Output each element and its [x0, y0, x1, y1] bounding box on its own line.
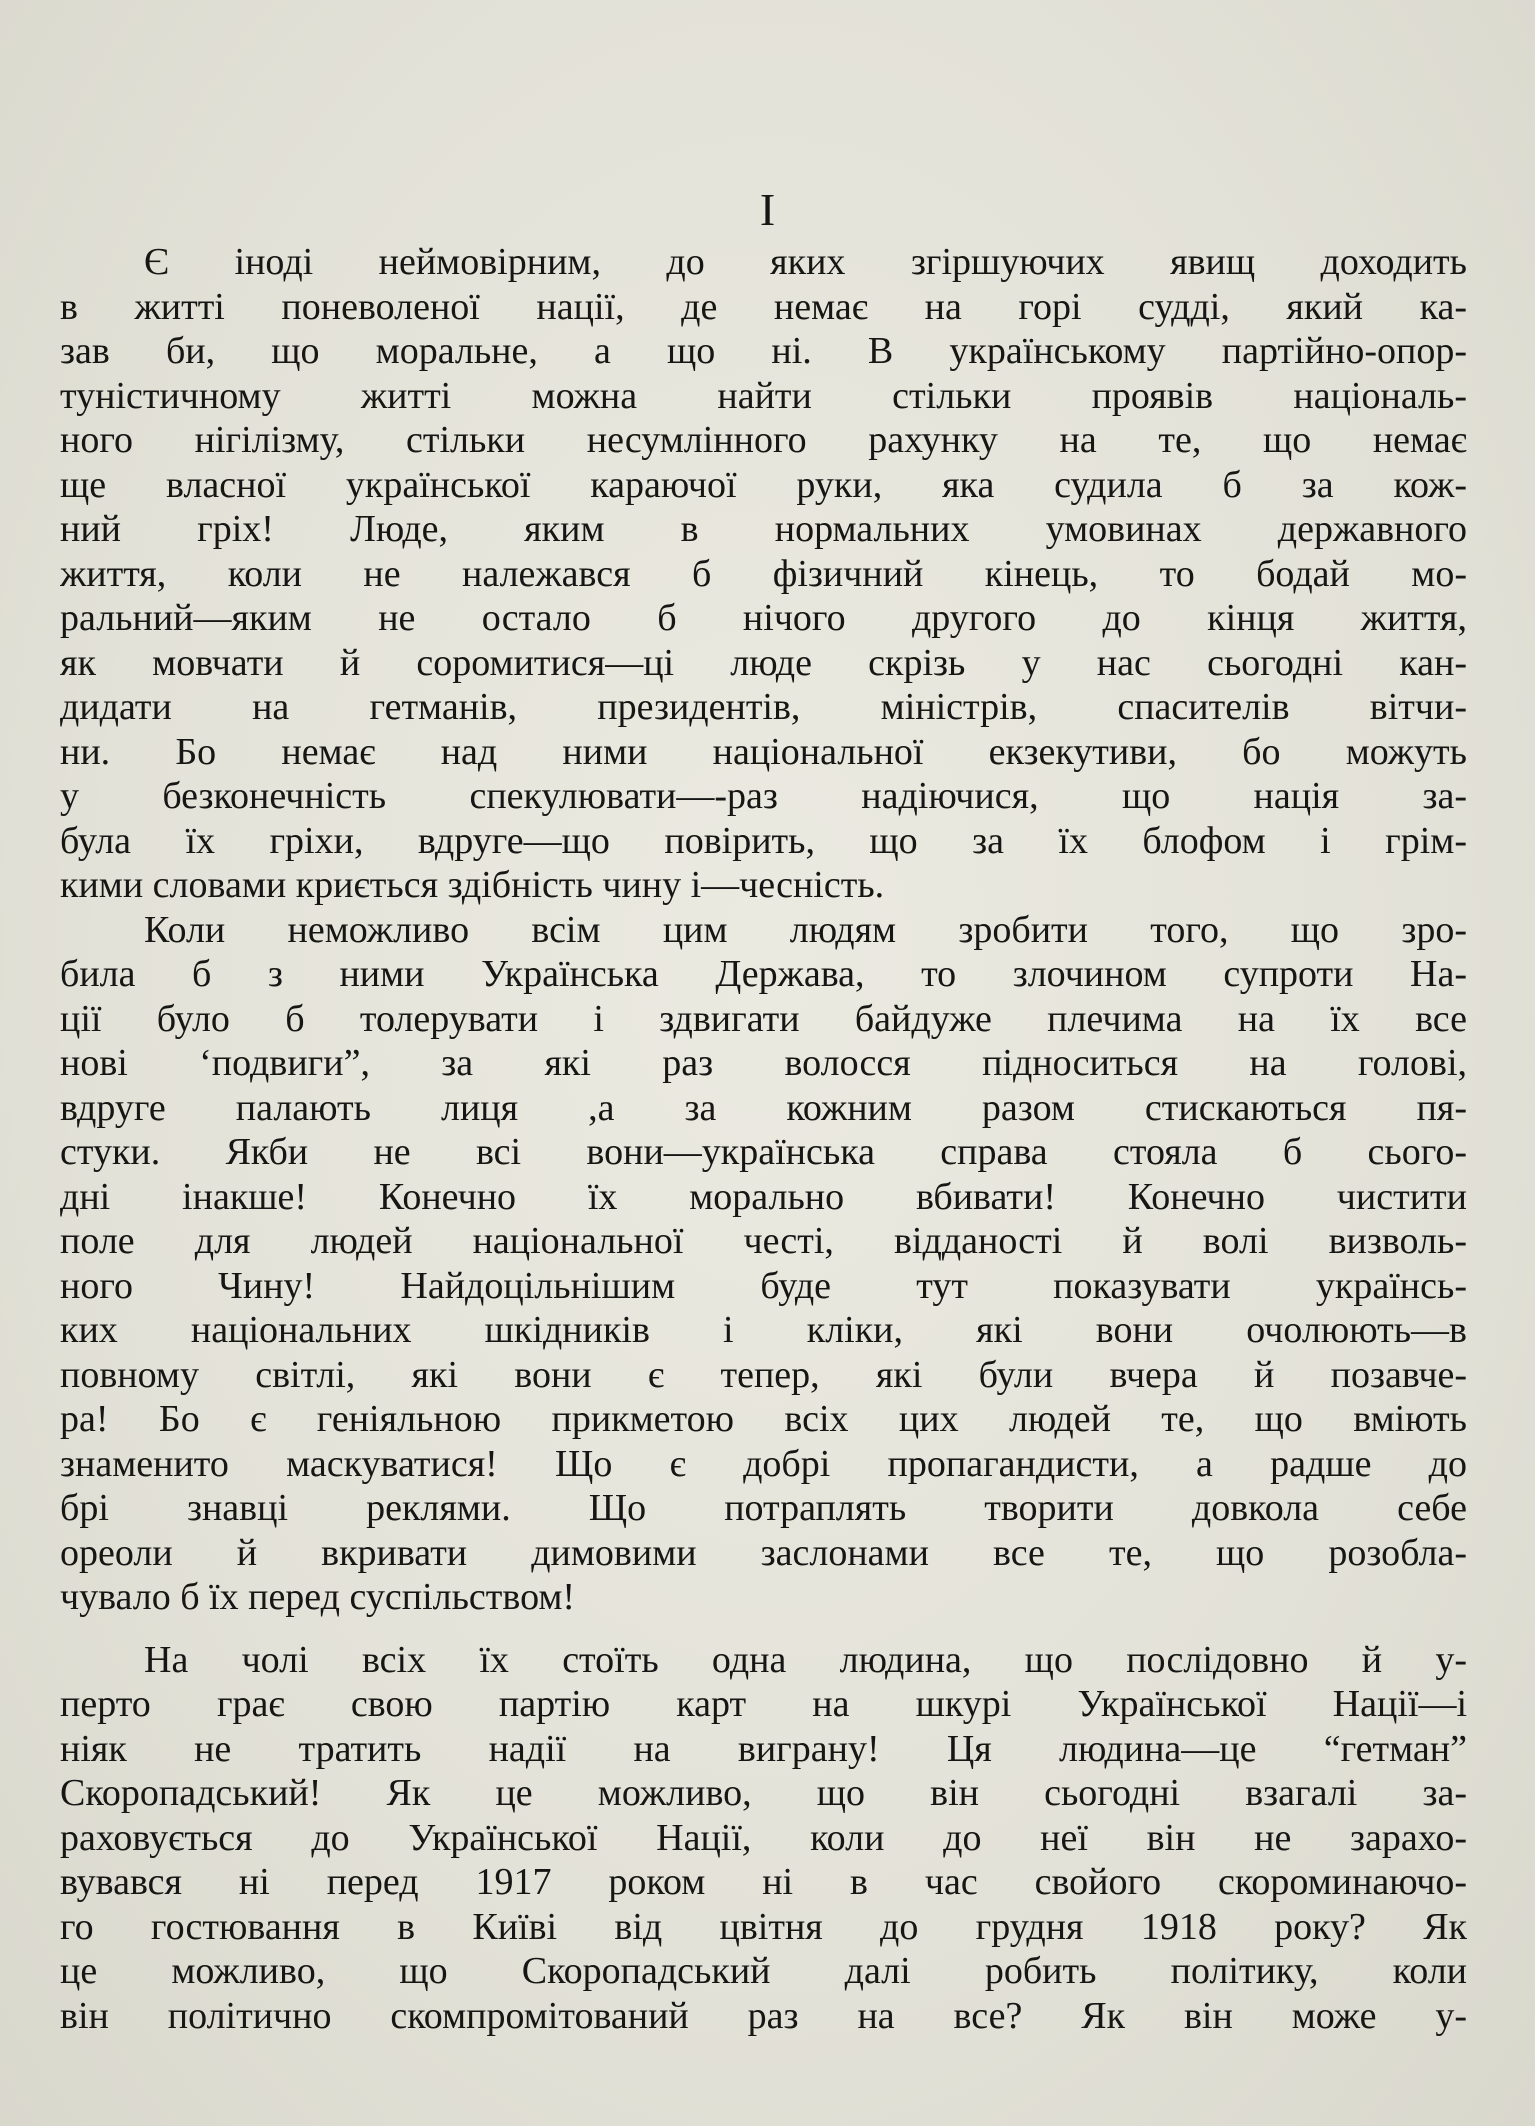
text-line: як мовчати й соромитися—ці люде скрізь у нас сьогодні кан- — [60, 641, 1467, 684]
text-line: ного нігілізму, стільки несумлінного рахунку на те, що немає — [60, 419, 1467, 461]
text-line: ореоли й вкривати димовими заслонами все те, що розобла- — [60, 1531, 1467, 1574]
text-line: брі знавці реклями. Що потраплять творити довкола себе — [60, 1487, 1467, 1529]
text-line: перто грає свою партію карт на шкурі Української Нації—і — [60, 1683, 1467, 1725]
text-line: ра! Бо є геніяльною прикметою всіх цих людей те, що вміють — [60, 1398, 1467, 1440]
text-line: він політично скомпромітований раз на все? Як він може у- — [60, 1994, 1467, 2037]
text-line: ного Чину! Найдоцільнішим буде тут показувати українсь- — [60, 1264, 1467, 1307]
text-line: стуки. Якби не всі вони—українська справа стояла б сього- — [60, 1131, 1467, 1173]
text-line: туністичному житті можна найти стільки проявів національ- — [60, 374, 1467, 417]
text-line: ких національних шкідників і кліки, які вони очолюють—в — [60, 1309, 1467, 1351]
text-line: знаменито маскуватися! Що є добрі пропагандисти, а радше до — [60, 1442, 1467, 1485]
text-line: вдруге палають лиця ,а за кожним разом стискаються пя- — [60, 1086, 1467, 1129]
text-line: в житті поневоленої нації, де немає на горі судді, який ка- — [60, 285, 1467, 328]
text-line: вувався ні перед 1917 роком ні в час свойого скороминаючо- — [60, 1861, 1467, 1903]
text-line: дні інакше! Конечно їх морально вбивати! Конечно чистити — [60, 1175, 1467, 1218]
text-line: була їх гріхи, вдруге—що повірить, що за їх блофом і грім- — [60, 819, 1467, 862]
paragraph-3 — [60, 1638, 1467, 2039]
text-line: ніяк не тратить надії на виграну! Ця людина—це “гетман” — [60, 1727, 1467, 1770]
text-line: Коли неможливо всім цим людям зробити того, що зро- — [144, 908, 1467, 951]
text-line: ще власної української караючої руки, яка судила б за кож- — [60, 463, 1467, 506]
text-line: била б з ними Українська Держава, то злочином супроти На- — [60, 953, 1467, 995]
text-line: повному світлі, які вони є тепер, які були вчера й позавче- — [60, 1353, 1467, 1396]
text-line: На чолі всіх їх стоїть одна людина, що послідовно й у- — [144, 1638, 1467, 1681]
paragraph-2 — [60, 908, 1467, 1620]
text-line: ни. Бо немає над ними національної екзекутиви, бо можуть — [60, 730, 1467, 773]
text-line: кими словами криється здібність чину і—чесність. — [60, 864, 885, 906]
text-line: Є іноді неймовірним, до яких згіршуючих явищ доходить — [144, 241, 1467, 283]
text-line: ний гріх! Люде, яким в нормальних умовинах державного — [60, 508, 1467, 550]
body-text — [60, 240, 1467, 2038]
text-line: це можливо, що Скоропадський далі робить політику, коли — [60, 1950, 1467, 1992]
text-line: ральний—яким не остало б нічого другого до кінця життя, — [60, 597, 1467, 639]
text-line: дидати на гетманів, президентів, міністрів, спасителів вітчи- — [60, 686, 1467, 728]
text-line: у безконечність спекулювати—-раз надіючися, що нація за- — [60, 775, 1467, 817]
paragraph-1 — [60, 240, 1467, 908]
text-line: го гостювання в Київі від цвітня до грудня 1918 року? Як — [60, 1905, 1467, 1948]
chapter-heading: I — [759, 184, 776, 235]
text-line: чувало б їх перед суспільством! — [60, 1576, 576, 1618]
text-line: життя, коли не належався б фізичний кінець, то бодай мо- — [60, 552, 1467, 595]
paragraph-spacer — [60, 1620, 1467, 1638]
text-line: зав би, що моральне, а що ні. В українському партійно-опор- — [60, 330, 1467, 372]
text-line: раховується до Української Нації, коли до неї він не зарахо- — [60, 1816, 1467, 1859]
text-line: ції було б толерувати і здвигати байдуже плечима на їх все — [60, 997, 1467, 1040]
text-line: поле для людей національної честі, відданості й волі визволь- — [60, 1220, 1467, 1262]
text-line: Скоропадський! Як це можливо, що він сьогодні взагалі за- — [60, 1772, 1467, 1814]
text-line: нові ‘подвиги”, за які раз волосся підноситься на голові, — [60, 1042, 1467, 1084]
